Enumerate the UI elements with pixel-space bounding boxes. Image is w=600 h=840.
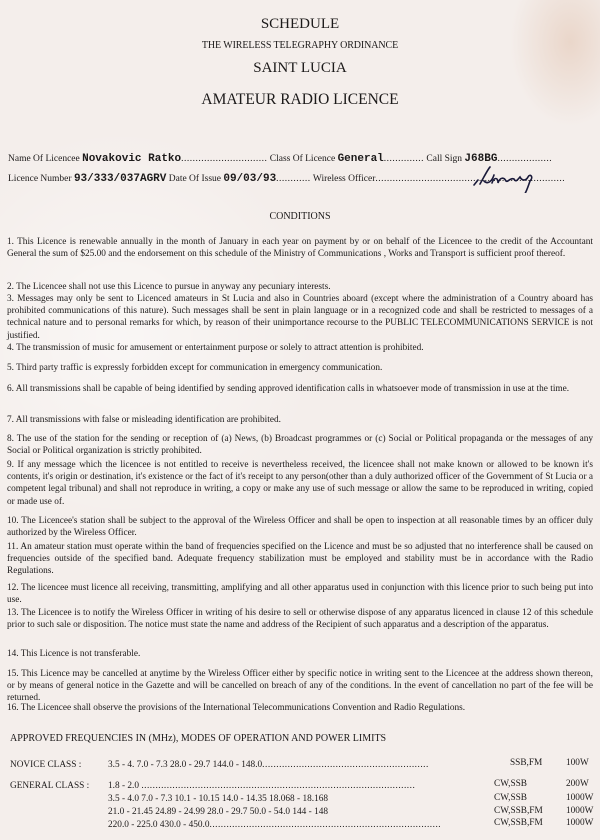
novice-class-label: NOVICE CLASS :	[10, 760, 82, 770]
date-value: 09/03/93	[223, 173, 277, 185]
general-bands-row-1	[108, 781, 415, 791]
general-bands-text: 220.0 - 225.0 430.0 - 450.0	[108, 820, 210, 830]
name-value: Novakovic Ratko	[82, 153, 182, 165]
general-power-1: 200W	[566, 779, 589, 789]
dotted-leader: ..............	[383, 154, 425, 164]
general-bands-row-3: 21.0 - 21.45 24.89 - 24.99 28.0 - 29.7 50.0 - 54.0 144 - 148	[108, 807, 329, 817]
condition-7: 7. All transmissions with false or misleading identification are prohibited.	[7, 415, 281, 425]
dotted-leader: .................................................................................................	[141, 781, 416, 791]
condition-8: 8. The use of the station for the sending or reception of (a) News, (b) Broadcast programmes or (c) Social or Political propaganda or the messages of any Social or Political organization is strictly prohibited.	[7, 434, 593, 457]
officer-signature	[470, 163, 560, 193]
name-label: Name Of Licencee	[8, 154, 80, 164]
general-power-2: 1000W	[566, 793, 594, 803]
condition-5: 5. Third party traffic is expressly forbidden except for communication in emergency communication.	[7, 363, 383, 373]
class-value: General	[337, 153, 384, 165]
general-mode-4: CW,SSB,FM	[494, 818, 543, 828]
callsign-label: Call Sign	[426, 154, 463, 164]
dotted-leader: ..............................	[181, 154, 268, 164]
general-bands-text: 1.8 - 2.0	[108, 781, 139, 791]
schedule-heading: SCHEDULE	[260, 16, 340, 32]
condition-4: 4. The transmission of music for amusement or entertainment purpose or solely to attract attention is prohibited.	[7, 343, 424, 353]
general-bands-row-4	[108, 820, 441, 830]
general-mode-3: CW,SSB,FM	[494, 806, 543, 816]
ordinance-heading: THE WIRELESS TELEGRAPHY ORDINANCE	[201, 40, 399, 51]
condition-16: 16. The Licencee shall observe the provisions of the International Telecommunications Convention and Radio Regulations.	[7, 703, 466, 713]
conditions-heading: CONDITIONS	[269, 211, 331, 222]
novice-bands	[108, 760, 429, 770]
general-power-4: 1000W	[566, 818, 594, 828]
general-mode-1: CW,SSB	[494, 779, 527, 789]
novice-bands-text: 3.5 - 4. 7.0 - 7.3 28.0 - 29.7 144.0 - 148.0	[108, 760, 263, 770]
condition-3: 3. Messages may only be sent to Licenced amateurs in St Lucia and also in Countries aboard (except where the administration of a Country aboard has prohibited communications of this nature). Such messages shall be sent in plain language or in a recognized code and shall be restricted to messages of a technical nature and to personal remarks for which, by reason of their unimportance recourse to the PUBLIC TELECOMMUNICATIONS SERVICE is not justified.	[7, 294, 593, 341]
dotted-leader: ..................................................................................	[209, 820, 442, 830]
number-label: Licence Number	[8, 174, 72, 184]
condition-6: 6. All transmissions shall be capable of being identified by sending approved identification calls in whatsoever mode of transmission in use at the time.	[7, 384, 570, 394]
licence-title: AMATEUR RADIO LICENCE	[201, 91, 399, 108]
condition-1: 1. This Licence is renewable annually in the month of January in each year on payment by or on behalf of the Licencee to the credit of the Accountant General the sum of $25.00 and the endorsement on this schedule of the Ministry of Communications , Works and Transport is sufficient proof thereof.	[7, 237, 593, 260]
condition-14: 14. This Licence is not transferable.	[7, 649, 141, 659]
frequencies-heading: APPROVED FREQUENCIES IN (MHz), MODES OF OPERATION AND POWER LIMITS	[10, 733, 387, 744]
novice-mode: SSB,FM	[510, 758, 543, 768]
dotted-leader: ...................	[497, 154, 553, 164]
dotted-leader: ..................................................................	[375, 174, 566, 184]
number-value: 93/333/037AGRV	[73, 173, 167, 185]
novice-power: 100W	[566, 758, 589, 768]
date-label: Date Of Issue	[168, 174, 221, 184]
officer-label: Wireless Officer	[312, 174, 376, 184]
condition-9: 9. If any message which the licencee is not entitled to receive is nevertheless received, the licencee shall not make known or allowed to be known it's contents, it's origin or destination, it's existence or the fact of it's receipt to any person(other than a duly authorized officer of the Government of St Lucia or a competent legal tribunal) and shall not reproduce in writing, a copy or make any use of such message or allow the same to be reproduced in writing, copied or made use of.	[7, 460, 593, 507]
condition-12: 12. The licencee must licence all receiving, transmitting, amplifying and all other apparatus used in conjunction with this licence prior to such being put into use.	[7, 583, 593, 606]
dotted-leader: ............	[276, 174, 311, 184]
country-heading: SAINT LUCIA	[253, 60, 347, 76]
general-bands-row-2: 3.5 - 4.0 7.0 - 7.3 10.1 - 10.15 14.0 - 14.35 18.068 - 18.168	[108, 794, 329, 804]
general-power-3: 1000W	[566, 806, 594, 816]
general-mode-2: CW,SSB	[494, 793, 527, 803]
callsign-value: J68BG	[464, 153, 498, 165]
condition-13: 13. The Licencee is to notify the Wireless Officer in writing of his desire to sell or otherwise dispose of any apparatus licenced in clause 12 of this schedule prior to such sale or disposition. The notice must state the name and address of the Recipient of such apparatus and a description of the apparatus.	[7, 608, 593, 631]
general-class-label: GENERAL CLASS :	[10, 781, 90, 791]
condition-2: 2. The Licencee shall not use this Licence to pursue in anyway any pecuniary interests.	[7, 282, 331, 292]
condition-15: 15. This Licence may be cancelled at anytime by the Wireless Officer either by specific notice in writing sent to the Licencee at the address shown thereon, or by means of general notice in the Gazette and will be cancelled on breach of any of the conditions. In the event of cancellation no part of the fee will be returned.	[7, 669, 593, 704]
dotted-leader: ...........................................................	[262, 760, 429, 770]
class-label: Class Of Licence	[269, 154, 336, 164]
condition-10: 10. The Licencee's station shall be subject to the approval of the Wireless Officer and shall be open to inspection at all reasonable times by an officer duly authorized by the Wireless Officer.	[7, 516, 593, 539]
condition-11: 11. An amateur station must operate within the band of frequencies specified on the Licence and must be so adjusted that no interference shall be caused on frequencies outside of the specified band. Adequate frequency stabilization must be employed and stability must be in accordance with the Radio Regulations.	[7, 542, 593, 577]
